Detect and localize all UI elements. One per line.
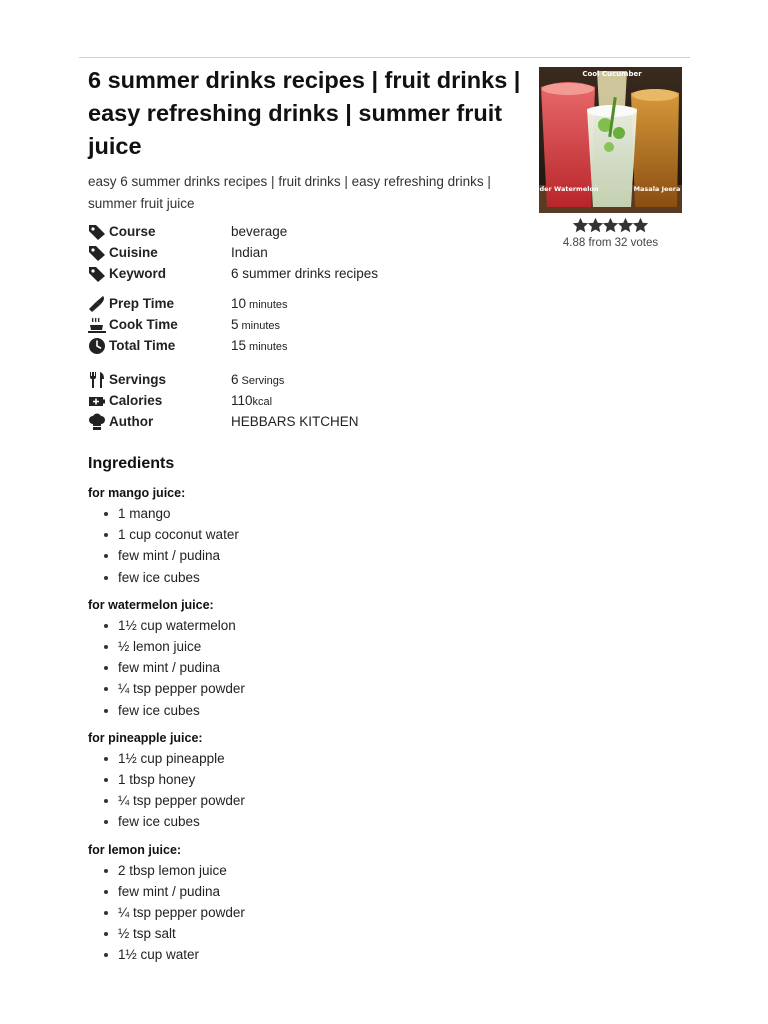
cutlery-icon xyxy=(88,371,106,389)
meta-author xyxy=(88,411,488,432)
ingredient-item: 1½ cup pineapple xyxy=(88,748,488,769)
ingredient-group-mango xyxy=(88,486,488,588)
recipe-rating xyxy=(539,218,682,249)
clock-icon xyxy=(88,337,106,355)
ingredient-item: ¼ tsp pepper powder xyxy=(88,790,488,811)
meta-cook-time xyxy=(88,314,488,335)
ingredient-item: 1 cup coconut water xyxy=(88,524,488,545)
rating-stars[interactable] xyxy=(539,218,682,233)
ingredient-item: few mint / pudina xyxy=(88,881,488,902)
meta-total-label: Total Time xyxy=(109,338,176,353)
ingredient-list xyxy=(88,748,488,833)
meta-total-value: 15 xyxy=(231,338,247,353)
meta-prep-value: 10 xyxy=(231,296,247,311)
ingredient-item: few ice cubes xyxy=(88,700,488,721)
ingredient-item: 2 tbsp lemon juice xyxy=(88,860,488,881)
recipe-tags xyxy=(88,221,488,284)
star-icon[interactable] xyxy=(633,218,648,233)
meta-total-unit: minutes xyxy=(249,341,288,353)
recipe-times xyxy=(88,293,488,356)
meta-cook-label: Cook Time xyxy=(109,317,178,332)
meta-prep-unit: minutes xyxy=(249,299,288,311)
ingredient-group-pineapple xyxy=(88,731,488,833)
ingredient-group-title: for watermelon juice: xyxy=(88,597,214,612)
image-label-left: Wonder Watermelon xyxy=(523,185,599,193)
recipe-title: 6 summer drinks recipes | fruit drinks | easy refreshing drinks | summer fruit juice xyxy=(88,67,521,159)
star-icon[interactable] xyxy=(573,218,588,233)
meta-calories xyxy=(88,390,488,411)
drinks-photo xyxy=(523,67,682,213)
ingredient-item: few ice cubes xyxy=(88,567,488,588)
meta-calories-unit: kcal xyxy=(252,396,273,408)
meta-keyword-label: Keyword xyxy=(109,266,167,281)
meta-prep-time xyxy=(88,293,488,314)
ingredient-list xyxy=(88,615,488,721)
meta-servings xyxy=(88,369,488,390)
meta-cuisine xyxy=(88,242,488,263)
ingredient-group-title: for lemon juice: xyxy=(88,842,182,857)
ingredient-item: ¼ tsp pepper powder xyxy=(88,678,488,699)
ingredient-group-lemon xyxy=(88,843,488,966)
ingredients-title: Ingredients xyxy=(88,455,175,472)
meta-total-time xyxy=(88,335,488,356)
meta-course xyxy=(88,221,488,242)
ingredient-item: few ice cubes xyxy=(88,811,488,832)
image-label-top: Cool Cucumber xyxy=(582,70,642,78)
meta-course-label: Course xyxy=(109,224,156,239)
star-icon[interactable] xyxy=(618,218,633,233)
tag-icon xyxy=(88,265,106,283)
ingredient-list xyxy=(88,503,488,588)
ingredient-group-title: for mango juice: xyxy=(88,486,186,500)
recipe-details xyxy=(88,369,488,432)
rating-votes: 4.88 from 32 votes xyxy=(562,237,659,249)
meta-servings-label: Servings xyxy=(109,372,167,387)
meta-servings-unit: Servings xyxy=(241,375,285,387)
ingredient-item: few mint / pudina xyxy=(88,657,488,678)
meta-calories-value: 110 xyxy=(231,393,253,408)
recipe-image[interactable] xyxy=(523,67,682,213)
meta-keyword xyxy=(88,263,488,284)
recipe-summary: easy 6 summer drinks recipes | fruit drinks | easy refreshing drinks | summer fruit juice xyxy=(88,174,491,211)
ingredient-item: ¼ tsp pepper powder xyxy=(88,902,488,923)
meta-author-value: HEBBARS KITCHEN xyxy=(231,414,359,429)
ingredient-item: 1 mango xyxy=(88,503,488,524)
meta-course-value: beverage xyxy=(231,224,288,239)
battery-icon xyxy=(88,392,106,410)
star-icon[interactable] xyxy=(588,218,603,233)
star-icon[interactable] xyxy=(603,218,618,233)
meta-cuisine-value: Indian xyxy=(231,245,268,260)
ingredient-item: 1½ cup water xyxy=(88,944,488,965)
meta-servings-value[interactable]: 6 xyxy=(231,372,239,387)
cooking-pot-icon xyxy=(88,316,106,334)
recipe-header xyxy=(88,64,528,215)
knife-icon xyxy=(88,295,106,313)
ingredient-group-title: for pineapple juice: xyxy=(88,730,203,745)
meta-author-label: Author xyxy=(109,414,154,429)
meta-cook-value: 5 xyxy=(231,317,239,332)
ingredient-item: few mint / pudina xyxy=(88,545,488,566)
ingredient-item: ½ lemon juice xyxy=(88,636,488,657)
meta-calories-label: Calories xyxy=(109,393,163,408)
tag-icon xyxy=(88,223,106,241)
ingredient-list xyxy=(88,860,488,966)
top-divider xyxy=(79,57,690,58)
image-label-right: Masala Jeera xyxy=(633,185,681,193)
ingredient-group-watermelon xyxy=(88,598,488,721)
meta-cuisine-label: Cuisine xyxy=(109,245,158,260)
meta-cook-unit: minutes xyxy=(241,320,281,332)
chef-hat-icon xyxy=(88,413,106,431)
ingredient-item: 1½ cup watermelon xyxy=(88,615,488,636)
meta-prep-label: Prep Time xyxy=(109,296,175,311)
ingredient-item: 1 tbsp honey xyxy=(88,769,488,790)
ingredient-item: ½ tsp salt xyxy=(88,923,488,944)
ingredients-section xyxy=(88,455,488,976)
tag-icon xyxy=(88,244,106,262)
meta-keyword-value: 6 summer drinks recipes xyxy=(231,266,379,281)
